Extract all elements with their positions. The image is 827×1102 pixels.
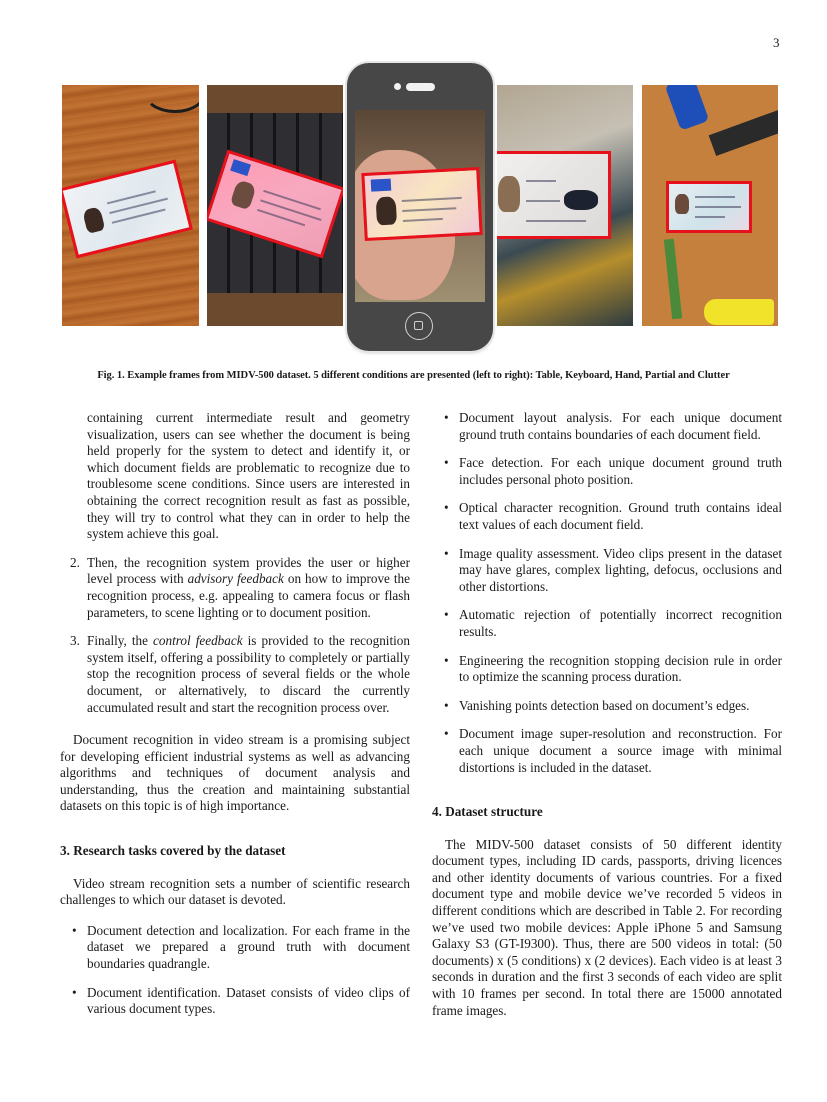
- face-photo: [498, 176, 520, 212]
- face-photo: [82, 206, 105, 234]
- list-item-continuation: containing current intermediate result and geometry visualization, users can see whether the document is being held properly for the system to detect and identify it, or which document fields are problematic to recognize due to troublesome scene conditions. Since users are interested in obtaining the correct recognition result as fast as possible, they will try to control what they can in order to help the system achieve this goal.: [87, 410, 410, 542]
- text-line: [526, 220, 586, 222]
- ruler-shape: [709, 108, 778, 156]
- paragraph: Video stream recognition sets a number of scientific research challenges to which our dataset is devoted.: [60, 875, 410, 908]
- bullet-icon: •: [444, 607, 449, 623]
- list-item: [432, 500, 782, 533]
- item-text: Vanishing points detection based on document’s edges.: [459, 697, 750, 713]
- list-item: [432, 410, 782, 443]
- figure-caption: Fig. 1. Example frames from MIDV-500 dataset. 5 different conditions are presented (left to right): Table, Keyboard, Hand, Partial and Clutter: [97, 370, 730, 381]
- bullet-icon: •: [444, 500, 449, 516]
- text-line: [263, 190, 321, 210]
- list-item: [432, 653, 782, 686]
- document-bounding-box: [62, 160, 193, 259]
- list-item: [432, 607, 782, 640]
- item-text: is provided to the recognition system itself, offering a possibility to completely or partially stop the recognition process of several fields or the whole document, or alternatively, to discard the currently accumulated result and start the recognition process over.: [87, 633, 410, 715]
- section-heading: 4. Dataset structure: [432, 804, 543, 820]
- camera-dot-icon: [394, 83, 401, 90]
- text-line: [695, 206, 741, 208]
- page-number: 3: [773, 35, 780, 50]
- paragraph: The MIDV-500 dataset consists of 50 different identity document types, including ID cards, passports, driving licences and other identity documents of various countries. For a fixed document type and mobile device we’ve recorded 5 videos in different conditions which are described in Table 2. For recording we’ve used two mobile devices: Apple iPhone 5 and Samsung Galaxy S3 (GT-I9300). Thus, there are 500 videos in total: (50 documents) x (5 conditions) x (2 devices). Each video is at least 3 seconds in duration and the first 3 seconds of each video are split with 10 frames per second. In total there are 15000 annotated frame images.: [432, 836, 782, 1018]
- list-number: 3.: [70, 633, 80, 649]
- left-column: [60, 410, 410, 1018]
- item-text: on how to improve the recognition process, e.g. appealing to camera focus or flash parameters, to scene lighting or to document position.: [87, 571, 411, 620]
- list-item: [60, 923, 410, 973]
- usb-stick-shape: [665, 85, 710, 131]
- document-bounding-box: [666, 181, 752, 233]
- bullet-icon: •: [444, 545, 449, 561]
- bullet-icon: •: [72, 984, 77, 1000]
- item-text: Then, the recognition system provides the user or higher level process with: [87, 554, 410, 587]
- section-heading: 3. Research tasks covered by the dataset: [60, 843, 286, 859]
- eu-flag-icon: [230, 159, 251, 176]
- text-line: [260, 199, 321, 221]
- frame-partial-image: [497, 85, 633, 326]
- text-line: [695, 196, 735, 198]
- item-text: Optical character recognition. Ground truth contains ideal text values of each document field.: [459, 500, 782, 532]
- list-item: [60, 555, 410, 621]
- cable-shape: [142, 85, 199, 113]
- list-item: [432, 726, 782, 776]
- frame-keyboard-image: [207, 85, 343, 326]
- text-line: [402, 207, 456, 212]
- ram-module-shape: [664, 239, 682, 320]
- emphasis-term: advisory feedback: [187, 571, 284, 587]
- paragraph: Document recognition in video stream is a promising subject for developing efficient industrial systems as well as advancing algorithms and techniques of document analysis and understanding, thus the creation and maintaining substantial datasets on this topic is of high importance.: [60, 732, 410, 814]
- item-text: Automatic rejection of potentially incorrect recognition results.: [459, 607, 782, 639]
- text-line: [526, 200, 560, 202]
- bullet-icon: •: [444, 697, 449, 713]
- face-photo: [230, 179, 257, 210]
- bullet-icon: •: [444, 410, 449, 425]
- list-item: [432, 698, 782, 715]
- text-line: [526, 180, 556, 182]
- item-text: Document detection and localization. For each frame in the dataset we prepared a ground truth with document boundaries quadrangle.: [87, 922, 410, 972]
- emphasis-term: control feedback: [153, 633, 243, 649]
- item-text: Engineering the recognition stopping decision rule in order to optimize the scanning process duration.: [459, 652, 782, 685]
- document-bounding-box: [497, 151, 611, 239]
- text-line: [403, 218, 443, 222]
- bullet-icon: •: [72, 922, 77, 938]
- item-text: Face detection. For each unique document ground truth includes personal photo position.: [459, 455, 782, 487]
- text-line: [402, 197, 462, 202]
- list-number: 2.: [70, 554, 80, 570]
- item-text: Document layout analysis. For each unique document ground truth contains boundaries of each document field.: [459, 410, 782, 442]
- list-item: [432, 546, 782, 596]
- item-text: Document identification. Dataset consists of video clips of various document types.: [87, 984, 410, 1017]
- right-column: [432, 410, 782, 1019]
- phone-screen: [355, 110, 485, 302]
- highlighter-shape: [704, 299, 774, 325]
- eu-flag-icon: [371, 179, 392, 192]
- item-text: Document image super-resolution and reconstruction. For each unique document a source image with minimal distortions is included in the dataset.: [459, 726, 782, 775]
- document-bounding-box: [361, 167, 482, 241]
- list-item: [60, 633, 410, 716]
- bullet-icon: •: [444, 455, 449, 471]
- glare-blob: [564, 190, 598, 210]
- phone-frame-hand-image: [347, 63, 493, 351]
- bullet-icon: •: [444, 652, 449, 668]
- item-text: Image quality assessment. Video clips present in the dataset may have glares, complex lighting, defocus, occlusions and other distortions.: [459, 545, 782, 594]
- home-button-icon: [405, 312, 433, 340]
- item-text: Finally, the: [87, 633, 154, 649]
- speaker-icon: [406, 83, 435, 91]
- face-photo: [376, 196, 397, 225]
- list-item: [60, 985, 410, 1018]
- text-line: [695, 216, 725, 218]
- figure-1: [0, 0, 827, 360]
- face-photo: [675, 194, 689, 214]
- list-item: [432, 455, 782, 488]
- frame-table-image: [62, 85, 199, 326]
- frame-clutter-image: [642, 85, 778, 326]
- bullet-icon: •: [444, 726, 449, 742]
